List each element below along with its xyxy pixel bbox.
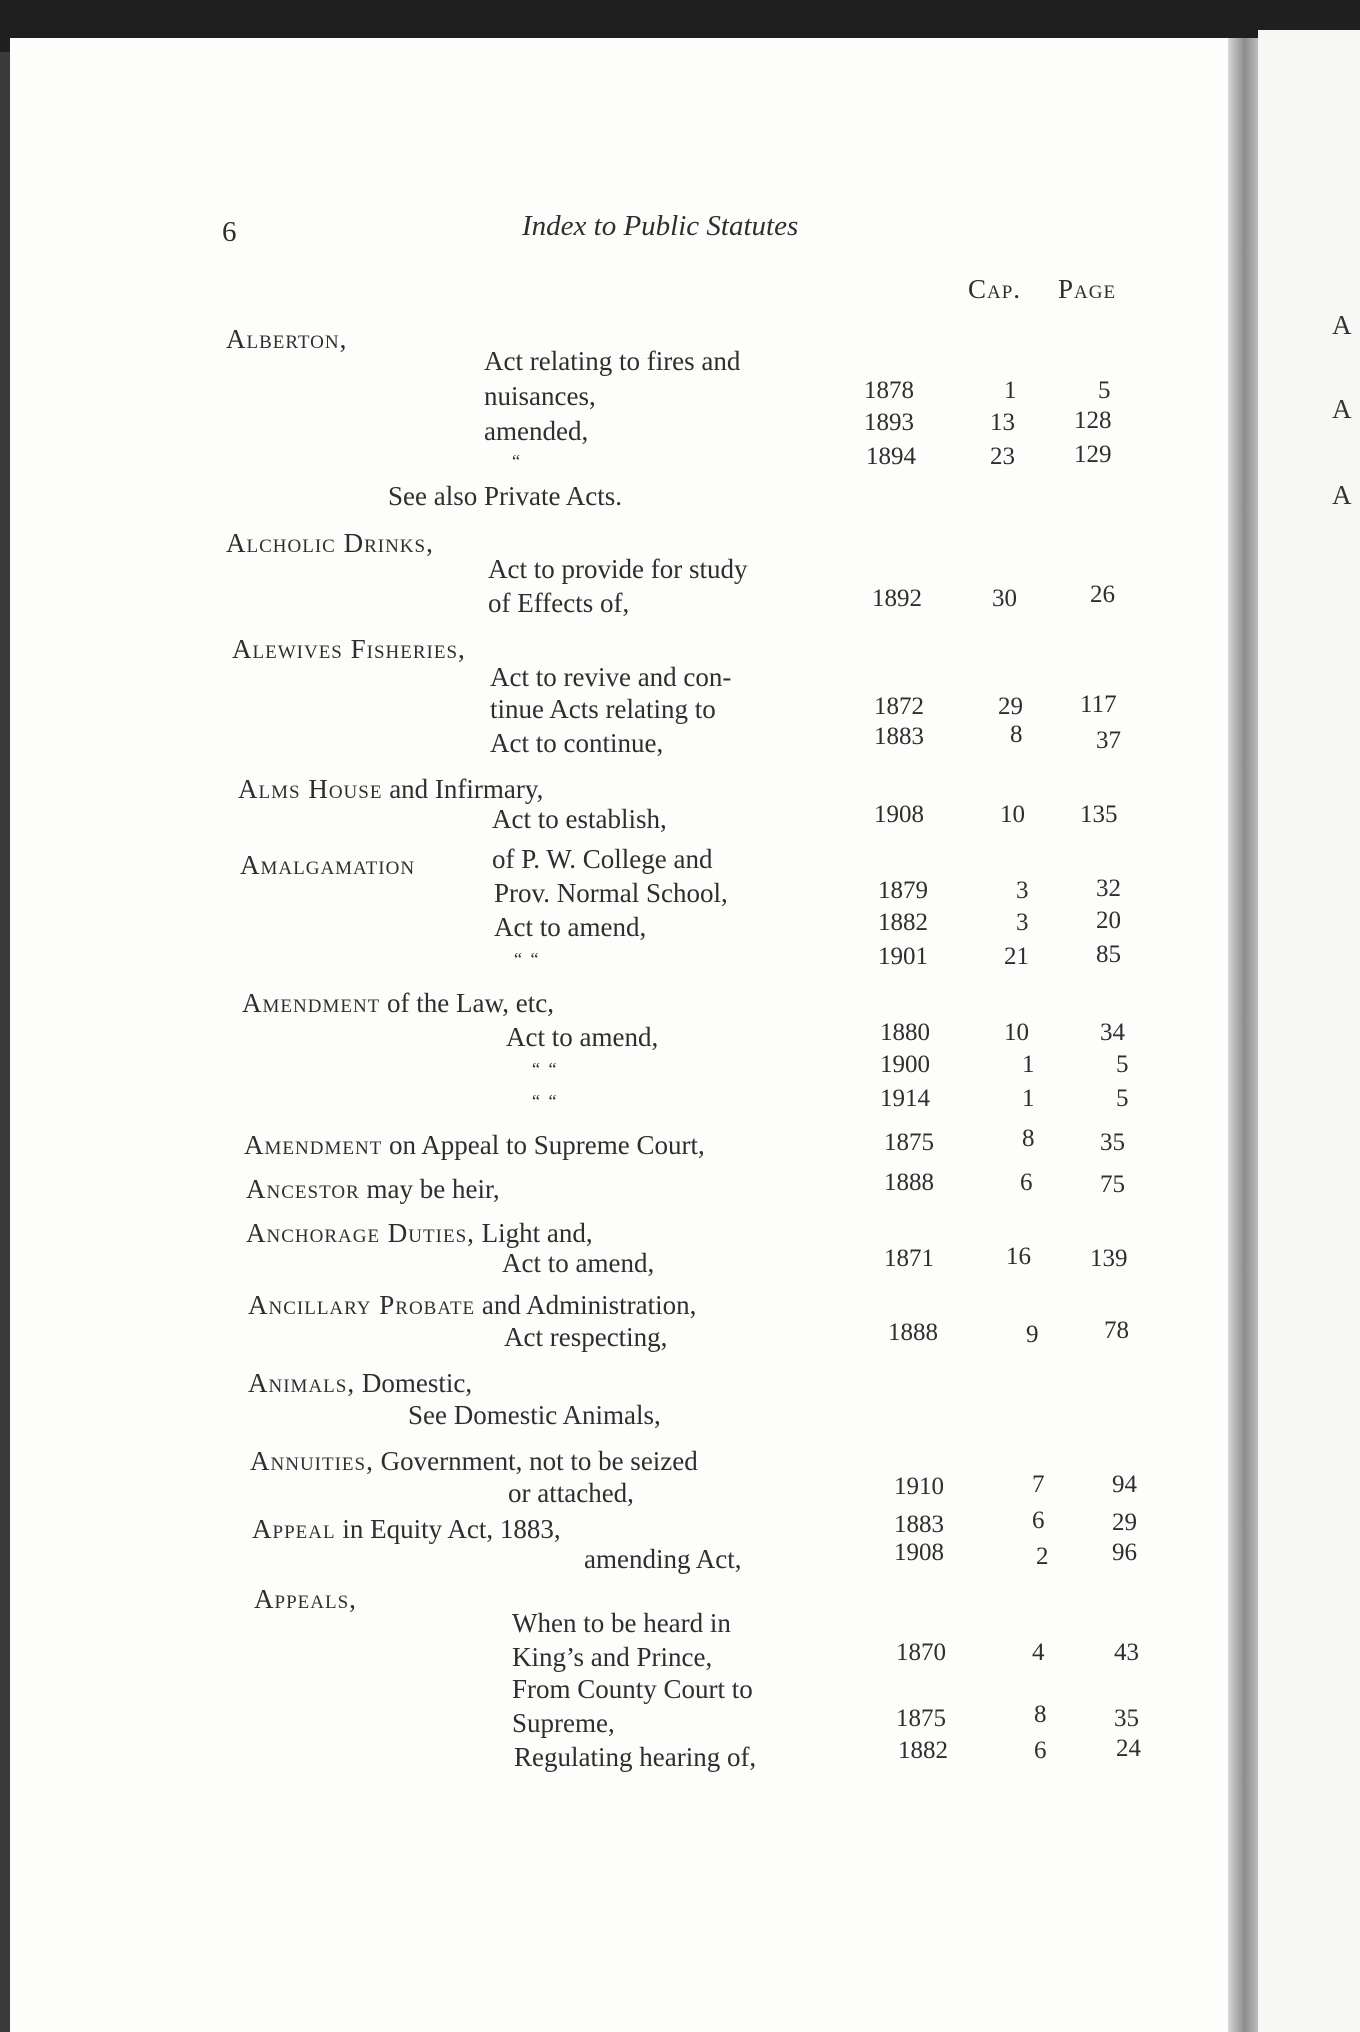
heading-word: Amendment	[242, 988, 381, 1018]
index-heading: Amalgamation	[240, 850, 416, 880]
entry-text: Act to establish,	[492, 804, 667, 834]
year-cell: 1901	[878, 943, 928, 970]
cap-cell: 4	[1032, 1639, 1045, 1666]
book-gutter	[1228, 38, 1258, 2032]
year-cell: 1883	[874, 723, 924, 750]
cap-cell: 9	[1026, 1321, 1039, 1348]
heading-word: Ancestor	[246, 1174, 360, 1204]
page-cell: 5	[1116, 1085, 1129, 1112]
cap-cell: 2	[1036, 1543, 1049, 1570]
page-cell: 34	[1100, 1019, 1125, 1046]
index-heading	[252, 1516, 561, 1543]
year-cell: 1892	[872, 585, 922, 612]
entry-text: Regulating hearing of,	[514, 1742, 757, 1772]
entry-text: Prov. Normal School,	[494, 878, 728, 908]
cap-cell: 13	[990, 409, 1015, 436]
page-cell: 29	[1112, 1509, 1137, 1536]
heading-word: Anchorage Duties,	[246, 1218, 475, 1248]
cap-cell: 6	[1020, 1169, 1033, 1196]
cap-cell: 23	[990, 443, 1015, 470]
index-heading	[246, 1220, 593, 1247]
year-cell: 1875	[896, 1705, 946, 1732]
entry-text: amending Act,	[584, 1544, 742, 1574]
cap-cell: 6	[1032, 1507, 1045, 1534]
entry-text: See Domestic Animals,	[408, 1400, 661, 1430]
year-cell: 1872	[874, 693, 924, 720]
cap-cell: 1	[1022, 1051, 1035, 1078]
index-heading: Alberton,	[226, 324, 348, 354]
cap-cell: 30	[992, 585, 1017, 612]
page-cell: 5	[1116, 1051, 1129, 1078]
page-cell: 135	[1080, 801, 1118, 828]
year-cell: 1882	[878, 909, 928, 936]
heading-word: Appeal	[252, 1514, 336, 1544]
page-cell: 78	[1104, 1317, 1129, 1344]
index-heading: Alcholic Drinks,	[226, 528, 434, 558]
heading-rest: of the Law, etc,	[387, 988, 554, 1018]
page-cell: 43	[1114, 1639, 1139, 1666]
entry-text: nuisances,	[484, 381, 596, 411]
page-cell: 96	[1112, 1539, 1137, 1566]
heading-word: Ancillary Probate	[248, 1290, 476, 1320]
year-cell: 1894	[866, 443, 916, 470]
ditto-mark: “ “	[514, 949, 541, 969]
cap-cell: 6	[1034, 1737, 1047, 1764]
facing-page-letter: A	[1332, 480, 1352, 510]
year-cell: 1880	[880, 1019, 930, 1046]
entry-text: From County Court to	[512, 1674, 753, 1704]
cap-cell: 3	[1016, 909, 1029, 936]
cap-cell: 29	[998, 693, 1023, 720]
index-heading	[238, 776, 543, 803]
heading-word: Animals,	[248, 1368, 356, 1398]
ditto-mark: “	[512, 451, 522, 471]
entry-text: Act respecting,	[504, 1322, 668, 1352]
cap-cell: 3	[1016, 877, 1029, 904]
index-heading	[248, 1292, 696, 1319]
page-cell: 94	[1112, 1471, 1137, 1498]
entry-text: Act to amend,	[506, 1022, 659, 1052]
index-heading	[250, 1448, 698, 1475]
cap-cell: 7	[1032, 1471, 1045, 1498]
entry-text: Act to continue,	[490, 728, 664, 758]
page-cell: 26	[1090, 581, 1115, 608]
page-cell: 24	[1116, 1735, 1141, 1762]
heading-word: Alms House	[238, 774, 383, 804]
entry-text: or attached,	[508, 1478, 634, 1508]
ditto-mark: “ “	[532, 1091, 559, 1111]
year-cell: 1893	[864, 409, 914, 436]
page-cell: 32	[1096, 875, 1121, 902]
cap-cell: 8	[1010, 721, 1023, 748]
year-cell: 1914	[880, 1085, 930, 1112]
cap-cell: 21	[1004, 943, 1029, 970]
cap-cell: 16	[1006, 1243, 1031, 1270]
cap-cell: 8	[1022, 1125, 1035, 1152]
index-heading: Alewives Fisheries,	[232, 634, 466, 664]
entry-text: King’s and Prince,	[512, 1642, 713, 1672]
column-header-cap: Cap.	[968, 274, 1022, 304]
year-cell: 1870	[896, 1639, 946, 1666]
year-cell: 1910	[894, 1473, 944, 1500]
index-heading	[242, 990, 554, 1017]
cap-cell: 8	[1034, 1701, 1047, 1728]
page-cell: 20	[1096, 907, 1121, 934]
cap-cell: 10	[1000, 801, 1025, 828]
index-heading	[244, 1132, 705, 1159]
year-cell: 1882	[898, 1737, 948, 1764]
column-header-page: Page	[1058, 274, 1117, 304]
index-heading	[246, 1176, 500, 1203]
cap-cell: 1	[1022, 1085, 1035, 1112]
entry-text: Act to amend,	[502, 1248, 655, 1278]
ditto-mark: “ “	[532, 1059, 559, 1079]
facing-page-letter: A	[1332, 394, 1352, 424]
entry-text: tinue Acts relating to	[490, 694, 716, 724]
page-cell: 35	[1100, 1129, 1125, 1156]
entry-text: Act to provide for study	[488, 554, 748, 584]
heading-word: Amendment	[244, 1130, 383, 1160]
year-cell: 1879	[878, 877, 928, 904]
page-cell: 37	[1096, 727, 1121, 754]
page-cell: 117	[1080, 691, 1117, 718]
facing-page-letter: A	[1332, 310, 1352, 340]
page-cell: 75	[1100, 1171, 1125, 1198]
entry-text: When to be heard in	[512, 1608, 731, 1638]
page-cell: 128	[1074, 407, 1112, 434]
page-cell: 129	[1074, 441, 1112, 468]
year-cell: 1908	[874, 801, 924, 828]
running-title: Index to Public Statutes	[522, 210, 799, 242]
year-cell: 1883	[894, 1511, 944, 1538]
cap-cell: 1	[1004, 377, 1017, 404]
heading-rest: and Administration,	[481, 1290, 697, 1320]
index-heading: Appeals,	[254, 1584, 357, 1614]
page-cell: 85	[1096, 941, 1121, 968]
year-cell: 1878	[864, 377, 914, 404]
see-also-note: See also Private Acts.	[388, 481, 622, 511]
heading-rest: on Appeal to Supreme Court,	[389, 1130, 705, 1160]
index-heading	[248, 1370, 472, 1397]
year-cell: 1888	[888, 1319, 938, 1346]
year-cell: 1875	[884, 1129, 934, 1156]
year-cell: 1908	[894, 1539, 944, 1566]
heading-rest: Domestic,	[361, 1368, 473, 1398]
year-cell: 1900	[880, 1051, 930, 1078]
page-number: 6	[222, 216, 237, 248]
page-cell: 5	[1098, 377, 1111, 404]
entry-text: Act to revive and con-	[490, 662, 732, 692]
heading-rest: and Infirmary,	[389, 774, 544, 804]
entry-text: Supreme,	[512, 1708, 615, 1738]
entry-text: of P. W. College and	[492, 844, 713, 874]
entry-text: Act relating to fires and	[484, 346, 741, 376]
entry-text: Act to amend,	[494, 912, 647, 942]
year-cell: 1888	[884, 1169, 934, 1196]
heading-rest: may be heir,	[366, 1174, 500, 1204]
heading-rest: Government, not to be seized	[380, 1446, 698, 1476]
year-cell: 1871	[884, 1245, 934, 1272]
page-cell: 35	[1114, 1705, 1139, 1732]
heading-rest: in Equity Act, 1883,	[342, 1514, 561, 1544]
page-cell: 139	[1090, 1245, 1128, 1272]
entry-text: of Effects of,	[488, 588, 630, 618]
heading-rest: Light and,	[481, 1218, 593, 1248]
cap-cell: 10	[1004, 1019, 1029, 1046]
heading-word: Annuities,	[250, 1446, 374, 1476]
entry-text: amended,	[484, 416, 589, 446]
